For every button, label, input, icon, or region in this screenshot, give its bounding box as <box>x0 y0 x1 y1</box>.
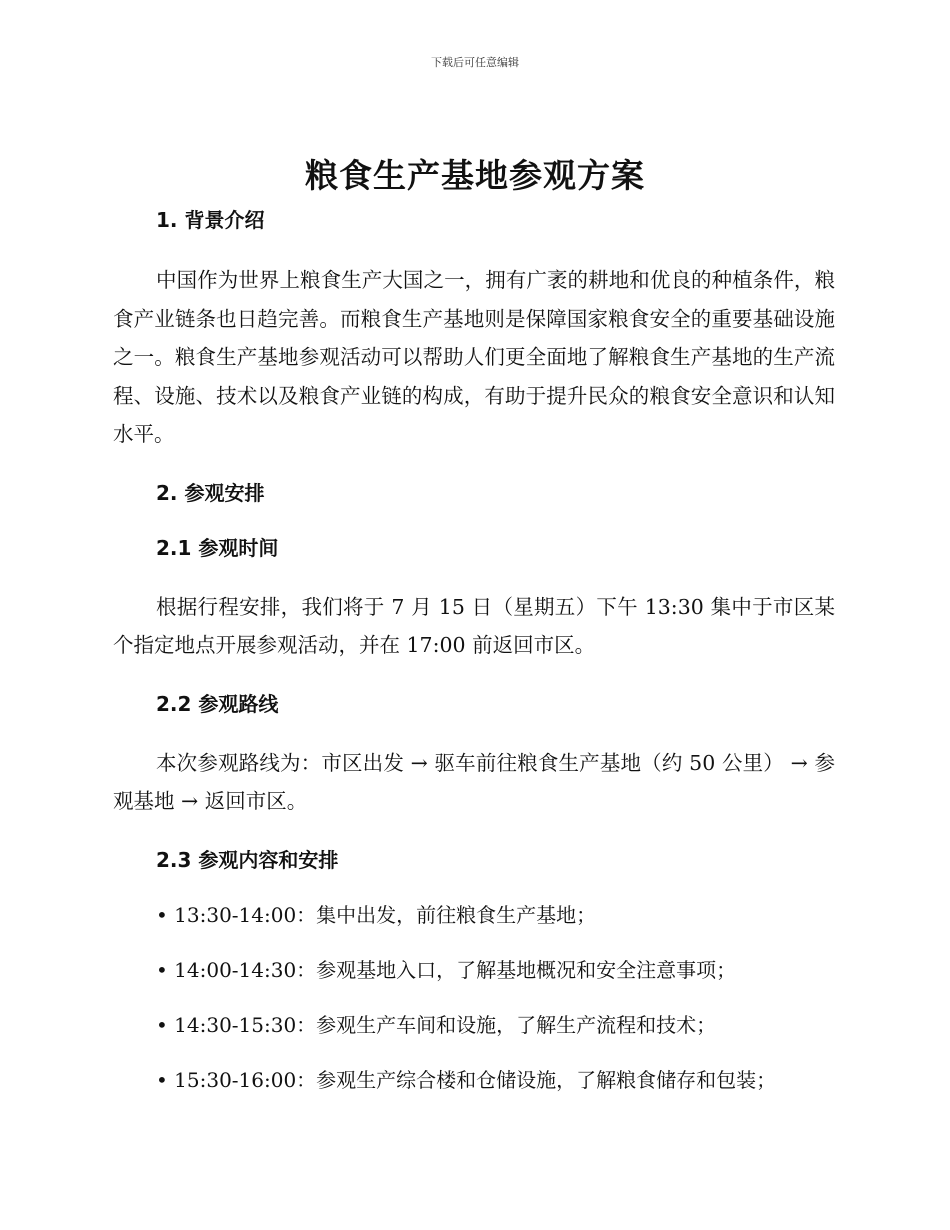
schedule-item: • 14:30-15:30：参观生产车间和设施，了解生产流程和技术； <box>156 1012 717 1037</box>
subsection-heading-route: 2.2 参观路线 <box>156 691 279 716</box>
background-paragraph: 中国作为世界上粮食生产大国之一，拥有广袤的耕地和优良的种植条件，粮食产业链条也日趋完善。而粮食生产基地则是保障国家粮食安全的重要基础设施之一。粮食生产基地参观活动可以帮助人们更全面地了解粮食生产基地的生产流程、设施、技术以及粮食产业链的构成，有助于提升民众的粮食安全意识和认知水平。 <box>113 268 835 446</box>
schedule-item: • 15:30-16:00：参观生产综合楼和仓储设施，了解粮食储存和包装； <box>156 1067 777 1092</box>
route-paragraph: 本次参观路线为：市区出发 → 驱车前往粮食生产基地（约 50 公里） → 参观基地 → 返回市区。 <box>113 750 835 813</box>
section-heading-arrangement: 2. 参观安排 <box>156 480 265 505</box>
document-body <box>113 205 835 1095</box>
time-paragraph: 根据行程安排，我们将于 7 月 15 日（星期五）下午 13:30 集中于市区某个指定地点开展参观活动，并在 17:00 前返回市区。 <box>113 594 835 657</box>
subsection-heading-content: 2.3 参观内容和安排 <box>156 847 339 872</box>
subsection-heading-time: 2.1 参观时间 <box>156 535 279 560</box>
page-title: 粮食生产基地参观方案 <box>305 156 645 195</box>
schedule-item: • 14:00-14:30：参观基地入口，了解基地概况和安全注意事项； <box>156 957 737 982</box>
header-note: 下载后可任意编辑 <box>431 56 519 69</box>
section-heading-background: 1. 背景介绍 <box>156 208 265 232</box>
schedule-item: • 13:30-14:00：集中出发，前往粮食生产基地； <box>156 902 597 927</box>
